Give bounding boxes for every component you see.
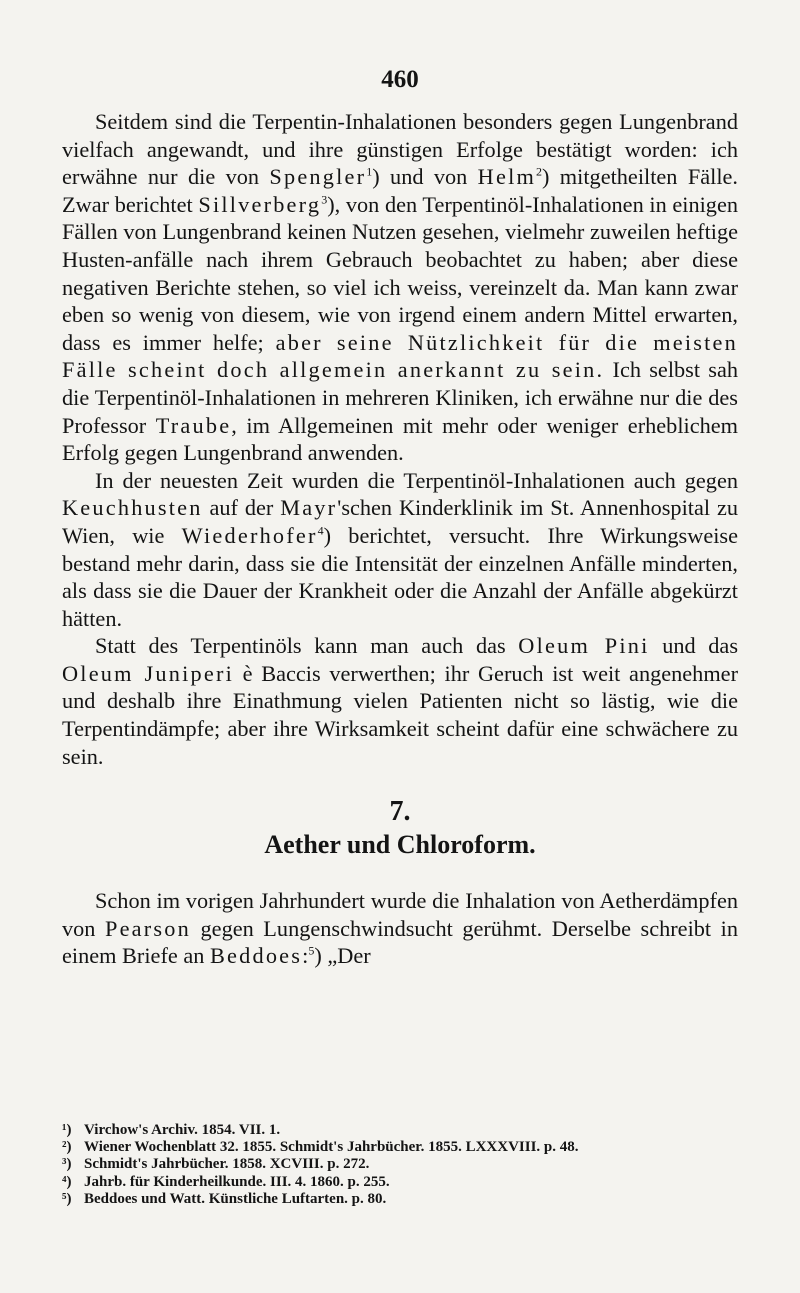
text-run: 'schen Kinderklinik im St. Annenhospital zu Wien, wie [62,495,738,548]
footnote-ref: 5 [308,944,315,959]
author-name: Pearson [104,915,191,941]
footnote-ref: 2 [536,164,543,179]
text-run: auf der [202,495,281,521]
footnote-text: Wiener Wochenblatt 32. 1855. Schmidt's Jahrbücher. 1855. LXXXVIII. p. 48. [84,1139,579,1156]
footnote [62,1139,738,1156]
body-text [62,108,738,970]
text-run: è Baccis verwerthen; ihr Geruch ist weit angenehmer und deshalb ihre Einathmung vielen Patienten nicht so lästig, wie die Terpentindämpfe; aber ihre Wirksamkeit scheint dafür eine schwächere zu sein. [62,660,738,769]
paragraph-keuchhusten [62,467,738,633]
author-name: Sillverberg [198,191,322,217]
footnote-text: Beddoes und Watt. Künstliche Luftarten. p. 80. [84,1190,387,1207]
author-name: Wiederhofer [181,522,318,548]
footnote-text: Jahrb. für Kinderheilkunde. III. 4. 1860. p. 255. [84,1173,390,1190]
emphasized-term: Oleum Juniperi [62,660,234,686]
footnote-mark: ³) [62,1156,72,1173]
footnotes [62,1122,738,1208]
text-run: und das [649,633,738,659]
author-name: Traube [155,412,232,438]
section-title: Aether und Chloroform. [264,830,536,860]
text-run: ) berichtet, versucht. Ihre Wirkungsweise bestand mehr darin, dass sie die Intensität der einzelnen Anfälle minderten, als dass sie die Dauer der Krankheit oder die Anzahl der Anfälle abgekürzt hätten. [62,522,739,631]
paragraph-oleum [62,632,738,770]
footnote-ref: 1 [366,164,373,179]
emphasized-text: aber seine Nützlichkeit für die meisten Fälle scheint doch allgemein anerkannt zu sein. [62,329,739,383]
footnote-mark: ²) [62,1139,72,1156]
text-run: gegen Lungenschwindsucht gerühmt. Derselbe schreibt in einem Briefe an [62,915,738,969]
footnote-mark: ¹) [62,1122,72,1138]
footnote-mark: ⁴) [62,1173,72,1190]
page-number: 460 [381,66,419,93]
text-run: Statt des Terpentinöls kann man auch das [95,633,519,659]
footnote [62,1174,738,1191]
author-name: Beddoes [209,943,303,969]
author-name: Spengler [269,164,367,190]
text-run: Seitdem sind die Terpentin-Inhalationen besonders gegen Lungenbrand vielfach angewandt, und ihre günstigen Erfolge bestätigt worden: ich erwähne nur die von [62,109,738,190]
footnote-text: Schmidt's Jahrbücher. 1858. XCVIII. p. 272. [84,1156,370,1173]
footnote-text: Virchow's Archiv. 1854. VII. 1. [84,1122,281,1138]
text-run: ), von den Terpentinöl-Inhalationen in einigen Fällen von Lungenbrand keinen Nutzen gesehen, vielmehr zuweilen heftige Husten-anfälle nach ihrem Gebrauch beobachtet zu haben; aber diese negativen Berichte stehen, so viel ich weiss, vereinzelt da. Man kann zwar eben so wenig von diesem, wie von irgend einem andern Mittel erwarten, dass es immer helfe; [62,191,738,355]
paragraph-terpentin-lungenbrand [62,108,738,467]
text-run: , im Allgemeinen mit mehr oder weniger erheblichem Erfolg gegen Lungenbrand anwenden. [62,412,738,466]
text-run: ) „Der [314,943,371,969]
emphasized-term: Keuchhusten [62,495,203,521]
footnote [62,1122,738,1139]
text-run: : [302,943,309,969]
author-name: Helm [477,164,537,190]
footnote [62,1156,738,1173]
footnote [62,1191,738,1208]
author-name: Mayr [280,495,338,521]
text-run: ) mitgetheilten Fälle. Zwar berichtet [62,164,738,217]
text-run: ) und von [372,164,478,190]
emphasized-term: Oleum Pini [518,633,650,659]
text-run: Ich selbst sah die Terpentinöl-Inhalationen in mehreren Kliniken, ich erwähne nur die des Professor [62,357,739,438]
footnote-mark: ⁵) [62,1190,72,1207]
paragraph-aether [62,887,738,970]
text-run: In der neuesten Zeit wurden die Terpentinöl-Inhalationen auch gegen [95,467,738,493]
section-number: 7. [389,796,411,828]
footnote-ref: 4 [317,523,324,538]
text-run: Schon im vorigen Jahrhundert wurde die Inhalation von Aetherdämpfen von [62,888,738,941]
footnote-ref: 3 [321,192,328,207]
